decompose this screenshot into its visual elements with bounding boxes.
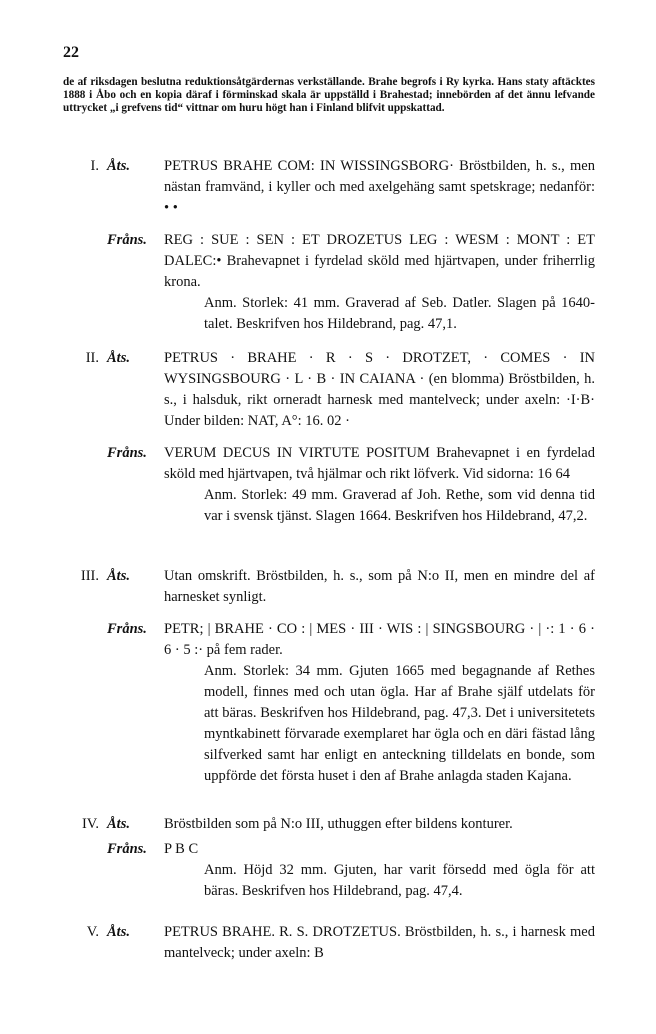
- entry-4: [63, 814, 595, 902]
- intro-paragraph: de af riksdagen beslutna reduktionsåtgärdernas verkställande. Brahe begrofs i Ry kyrka. Hans staty aftäcktes 1888 i Åbo och en kopia däraf i förminskad skala är uppställd i Brahestad; innebörden af det ännu lefvande uttrycket „i grefvens tid“ vittnar om huru högt han i Finland blifvit uppskattad.: [63, 76, 595, 114]
- reverse-description: P B C: [164, 841, 199, 857]
- entry-numeral: III.: [80, 568, 99, 584]
- reverse-label: Fråns.: [107, 621, 147, 637]
- obverse-description: Bröstbilden som på N:o III, uthuggen efter bildens konturer.: [164, 816, 513, 832]
- obverse-description: PETRUS · BRAHE · R · S · DROTZET, · COMES · IN WYSINGSBOURG · L · B · IN CAIANA · (en blomma) Bröstbilden, h. s., i halsduk, rikt orneradt harnesk med mantelveck; under axeln: ·I·B· Under bilden: NAT, A°: 16. 02 ·: [164, 350, 595, 429]
- obverse-label: Åts.: [107, 350, 130, 366]
- entry-numeral: II.: [85, 350, 99, 366]
- annotation-note: Anm. Storlek: 49 mm. Graverad af Joh. Rethe, som vid denna tid var i svensk tjänst. Slagen 1664. Beskrifven hos Hildebrand, 47,2.: [204, 487, 595, 524]
- entry-2: [63, 348, 595, 527]
- annotation-note: Anm. Storlek: 41 mm. Graverad af Seb. Datler. Slagen på 1640-talet. Beskrifven hos Hildebrand, pag. 47,1.: [204, 295, 595, 332]
- annotation-note: Anm. Storlek: 34 mm. Gjuten 1665 med begagnande af Rethes modell, finnes med och utan ögla. Har af Brahe själf utdelats för att bäras. Beskrifven hos Hildebrand, pag. 47,3. Det i universitetets myntkabinett förvarade exemplaret har ögla och en däri fästad lång silfverked samt har enligt en anteckning tilldelats en bonde, som uppförde det första huset i den af Brahe anlagda staden Kajana.: [204, 663, 595, 784]
- entry-1: [63, 156, 595, 335]
- reverse-description: VERUM DECUS IN VIRTUTE POSITUM Brahevapnet i en fyrdelad sköld med hjärtvapen, två hjälmar och rikt löfverk. Vid sidorna: 16 64: [164, 445, 595, 482]
- reverse-label: Fråns.: [107, 232, 147, 248]
- obverse-label: Åts.: [107, 158, 130, 174]
- entry-numeral: IV.: [81, 816, 99, 832]
- obverse-description: PETRUS BRAHE COM: IN WISSINGSBORG· Bröstbilden, h. s., men nästan framvänd, i kyller och med axelgehäng samt spetskrage; nedanför: • •: [164, 158, 595, 216]
- reverse-label: Fråns.: [107, 445, 147, 461]
- obverse-label: Åts.: [107, 568, 130, 584]
- entry-numeral: I.: [90, 158, 99, 174]
- entry-numeral: V.: [86, 924, 99, 940]
- entry-3: [63, 566, 595, 787]
- obverse-description: Utan omskrift. Bröstbilden, h. s., som på N:o II, men en mindre del af harnesket synligt.: [164, 568, 595, 605]
- obverse-description: PETRUS BRAHE. R. S. DROTZETUS. Bröstbilden, h. s., i harnesk med mantelveck; under axeln: B: [164, 924, 595, 961]
- reverse-description: PETR; | BRAHE · CO : | MES · III · WIS : | SINGSBOURG · | ·: 1 · 6 · 6 · 5 :· på fem rader.: [164, 621, 595, 658]
- annotation-note: Anm. Höjd 32 mm. Gjuten, har varit försedd med ögla för att bäras. Beskrifven hos Hildebrand, pag. 47,4.: [204, 862, 595, 899]
- obverse-label: Åts.: [107, 816, 130, 832]
- entry-5: [63, 922, 595, 964]
- reverse-label: Fråns.: [107, 841, 147, 857]
- reverse-description: REG : SUE : SEN : ET DROZETUS LEG : WESM : MONT : ET DALEC:• Brahevapnet i fyrdelad sköld med hjärtvapen, under friherrlig krona.: [164, 232, 595, 290]
- page-number: 22: [63, 44, 79, 61]
- obverse-label: Åts.: [107, 924, 130, 940]
